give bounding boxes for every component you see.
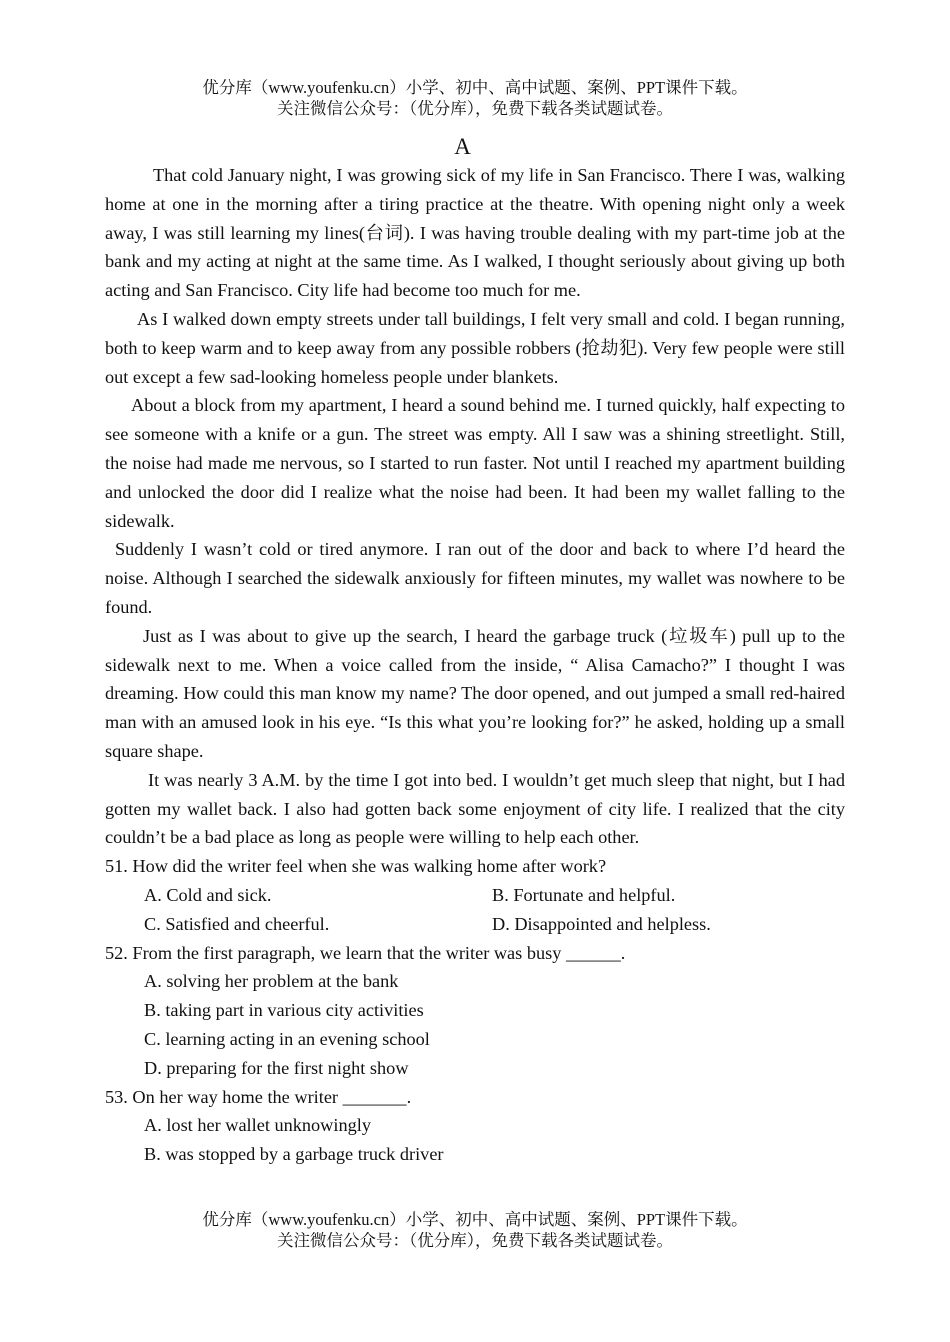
question-52 — [105, 939, 845, 1083]
passage-paragraph-5: Just as I was about to give up the search, I heard the garbage truck (垃圾车) pull up to the sidewalk next to me. When a voice called from the inside, “ Alisa Camacho?” I thought I was dreaming. How could this man know my name? The door opened, and out jumped a small red-haired man with an amused look in his eye. “Is this what you’re looking for?” he asked, holding up a small square shape. — [105, 625, 845, 761]
option-row — [105, 910, 845, 939]
page-footer — [0, 1209, 950, 1251]
question-stem: 52. From the first paragraph, we learn that the writer was busy ______. — [105, 942, 626, 963]
section-title: A — [454, 134, 471, 159]
page-header — [0, 77, 950, 119]
passage-paragraph-1: That cold January night, I was growing sick of my life in San Francisco. There I was, walking home at one in the morning after a tiring practice at the theatre. With opening night only a week away, I was still learning my lines(台词). I was having trouble dealing with my part-time job at the bank and my acting at night at the same time. As I walked, I thought seriously about giving up both acting and San Francisco. City life had become too much for me. — [105, 165, 845, 301]
option-row — [105, 881, 845, 910]
question-51 — [105, 852, 845, 938]
footer-line-1: 优分库（www.youfenku.cn）小学、初中、高中试题、案例、PPT课件下载。 — [202, 1210, 748, 1229]
header-line-1: 优分库（www.youfenku.cn）小学、初中、高中试题、案例、PPT课件下载。 — [202, 78, 748, 97]
option-a: A. solving her problem at the bank — [144, 971, 399, 992]
passage-paragraph-4: Suddenly I wasn’t cold or tired anymore. I ran out of the door and back to where I’d heard the noise. Although I searched the sidewalk anxiously for fifteen minutes, my wallet was nowhere to be found. — [105, 539, 845, 617]
option-b: B. Fortunate and helpful. — [492, 884, 676, 905]
option-d: D. Disappointed and helpless. — [492, 913, 711, 934]
option-d: D. preparing for the first night show — [144, 1057, 409, 1078]
passage-paragraph-6: It was nearly 3 A.M. by the time I got into bed. I wouldn’t get much sleep that night, but I had gotten my wallet back. I also had gotten back some enjoyment of city life. I realized that the city couldn’t be a bad place as long as people were willing to help each other. — [105, 769, 845, 848]
option-c: C. Satisfied and cheerful. — [144, 913, 330, 934]
document-body — [105, 161, 845, 1169]
passage-paragraph-3: About a block from my apartment, I heard a sound behind me. I turned quickly, half expecting to see someone with a knife or a gun. The street was empty. All I saw was a shining streetlight. Still, the noise had made me nervous, so I started to run faster. Not until I reached my apartment building and unlocked the door did I realize what the noise had been. It had been my wallet falling to the sidewalk. — [105, 395, 845, 531]
question-53 — [105, 1083, 845, 1169]
option-a: A. Cold and sick. — [144, 884, 272, 905]
passage-paragraph-2: As I walked down empty streets under tall buildings, I felt very small and cold. I began running, both to keep warm and to keep away from any possible robbers (抢劫犯). Very few people were still out except a few sad-looking homeless people under blankets. — [105, 308, 845, 387]
question-stem: 53. On her way home the writer _______. — [105, 1086, 412, 1107]
question-stem: 51. How did the writer feel when she was walking home after work? — [105, 856, 607, 877]
option-c: C. learning acting in an evening school — [144, 1028, 430, 1049]
header-line-2: 关注微信公众号：（优分库），免费下载各类试题试卷。 — [277, 99, 673, 118]
option-b: B. was stopped by a garbage truck driver — [144, 1144, 444, 1165]
option-b: B. taking part in various city activities — [144, 1000, 424, 1021]
option-a: A. lost her wallet unknowingly — [144, 1115, 371, 1136]
footer-line-2: 关注微信公众号：（优分库），免费下载各类试题试卷。 — [277, 1231, 673, 1250]
